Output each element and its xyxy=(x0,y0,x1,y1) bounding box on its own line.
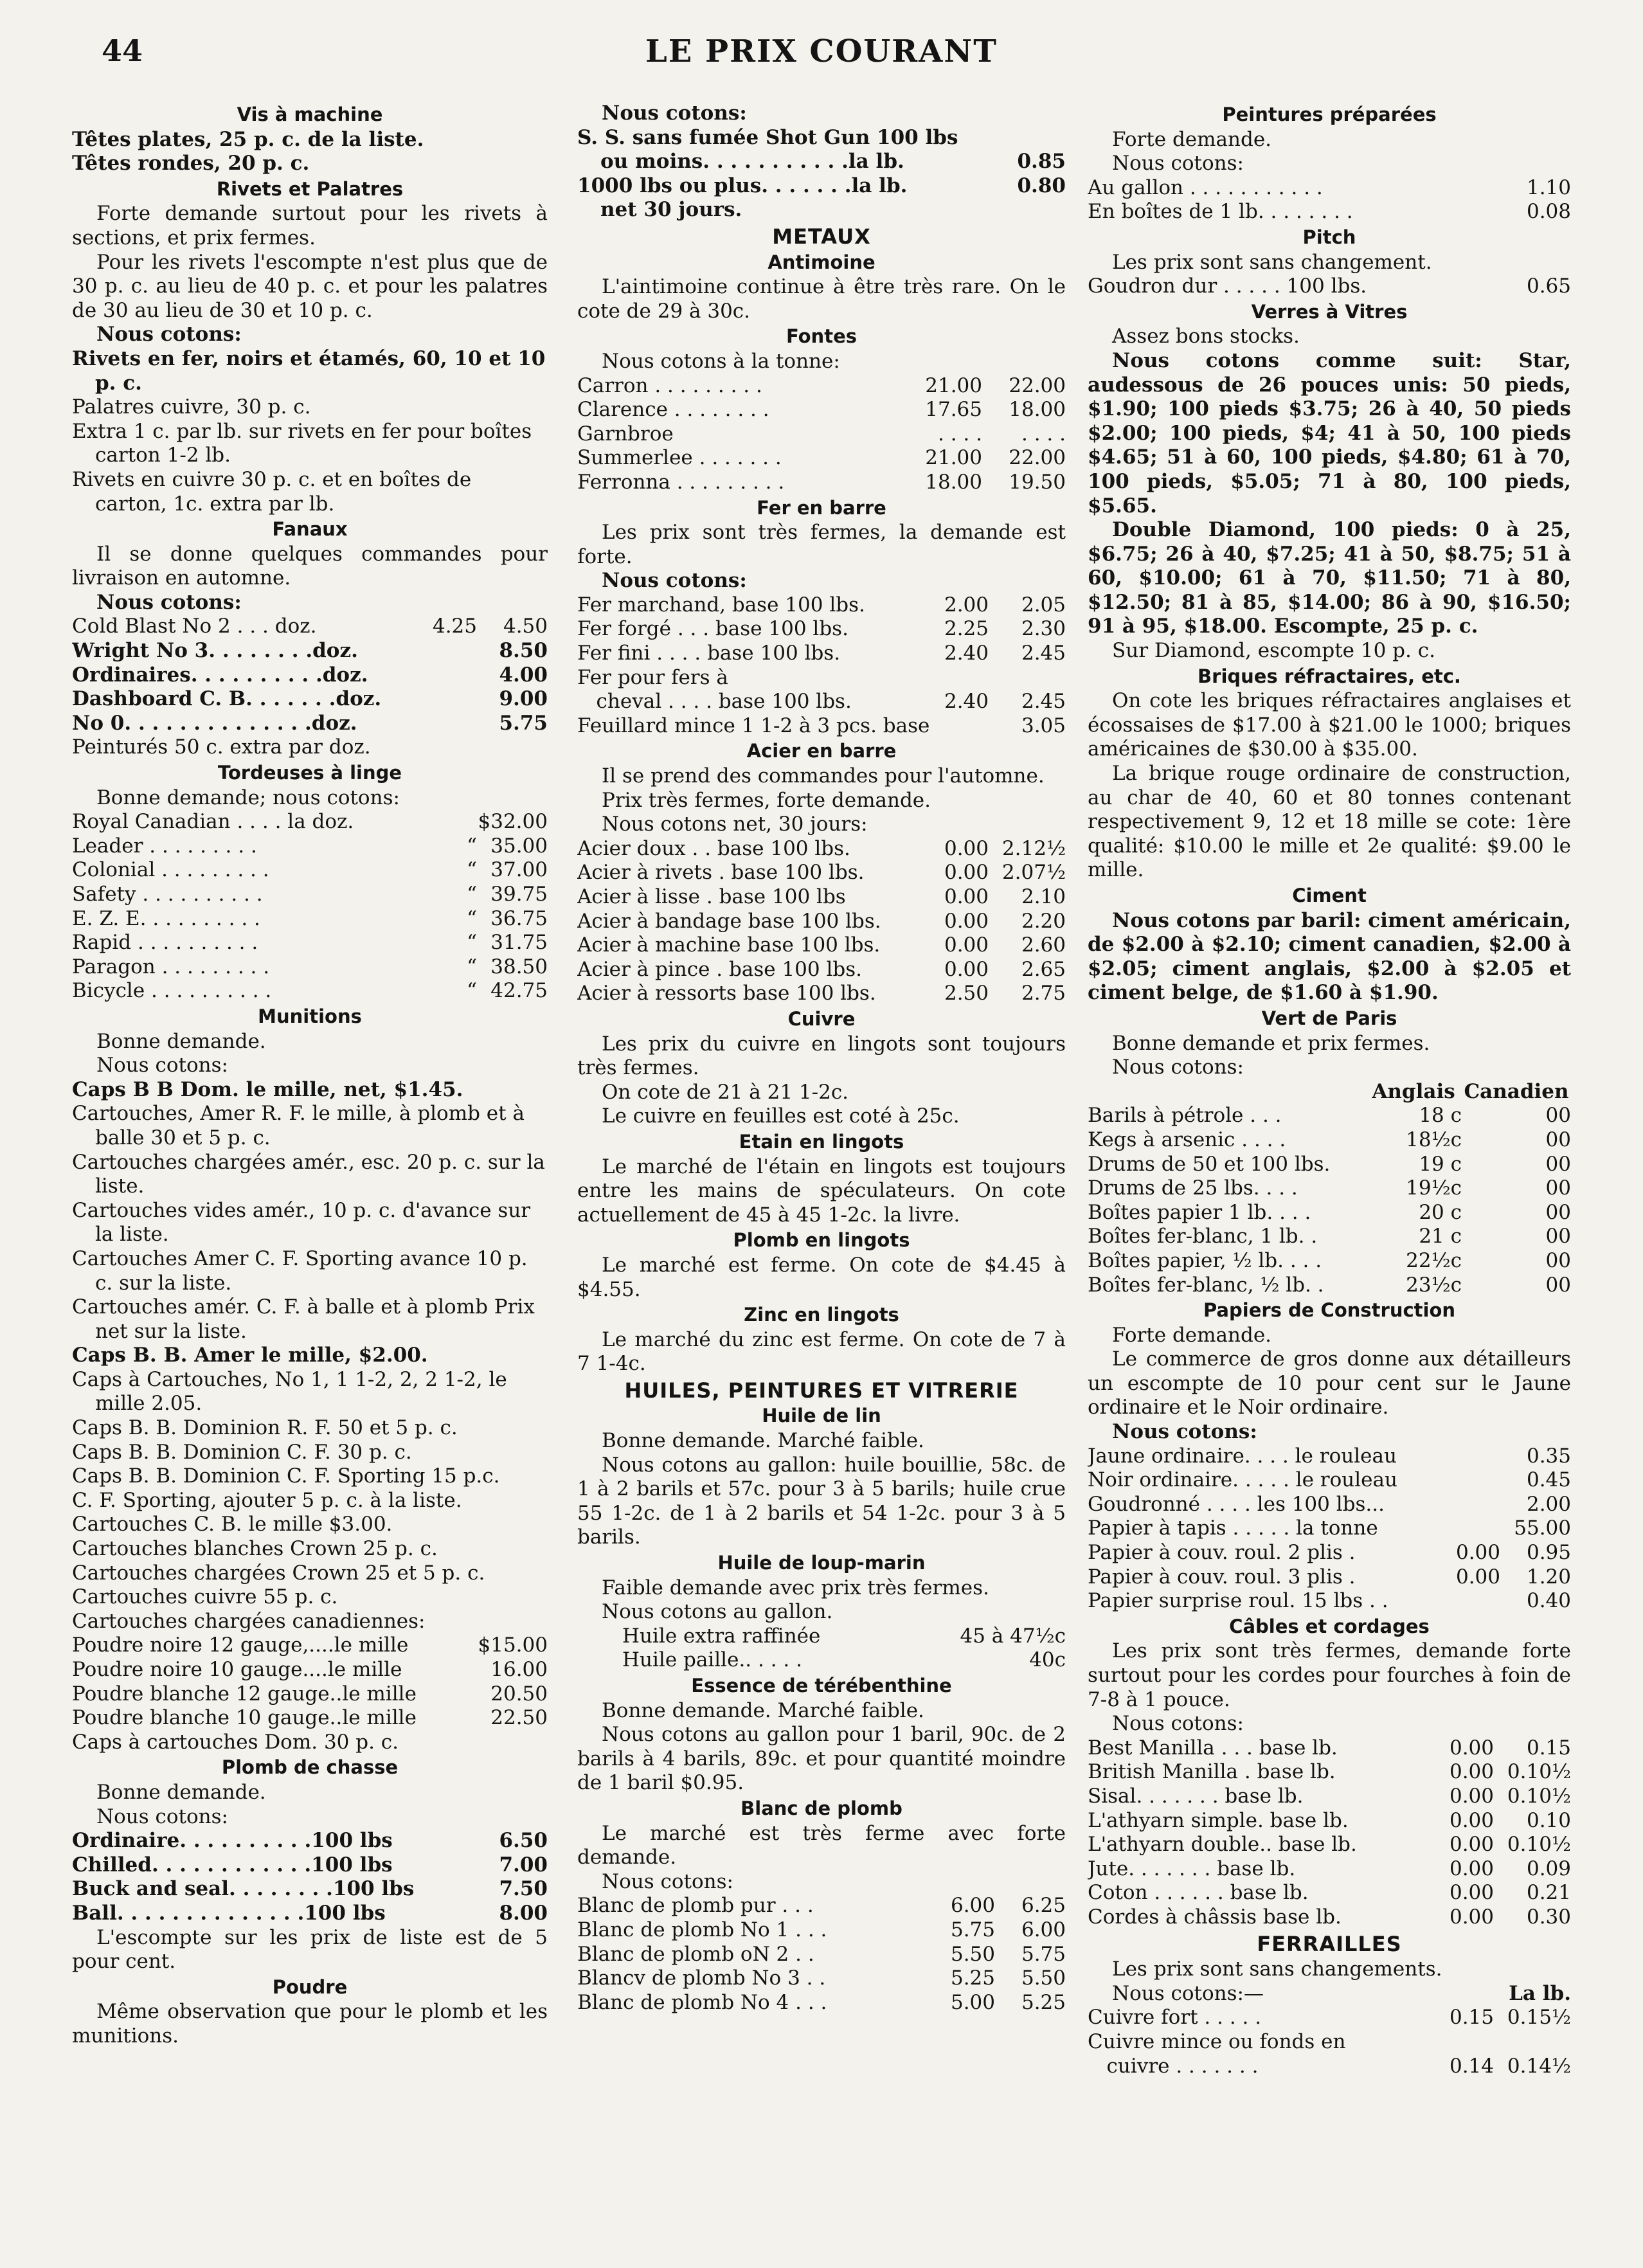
section-title: Plomb de chasse xyxy=(221,1756,399,1779)
section-title: FERRAILLES xyxy=(1257,1931,1402,1956)
price-row: L'athyarn simple. base lb. 0.00 0.10 xyxy=(1088,1808,1571,1832)
price-row: Boîtes fer-blanc, 1 lb. . 21 c 00 xyxy=(1088,1225,1571,1248)
price-row: Ordinaire. . . . . . . . . .100 lbs 6.50 xyxy=(72,1829,548,1853)
price-row: Goudronné . . . . les 100 lbs... 2.00 xyxy=(1088,1492,1571,1516)
list-item: Palatres cuivre, 30 p. c. xyxy=(72,395,311,419)
price-row: Acier à lisse . base 100 lbs 0.00 2.10 xyxy=(577,885,1066,908)
paragraph: Nous cotons par baril: ciment américain, de $2.00 à $2.10; ciment canadien, $2.00 à $2.05; ciment anglais, $2.00 à $2.05 et ciment belge, de $1.60 à $1.90. xyxy=(1088,908,1571,1005)
price-row: Bicycle . . . . . . . . . . “ 42.75 xyxy=(72,979,548,1003)
price-row: Feuillard mince 1 1-2 à 3 pcs. base 3.05 xyxy=(577,714,1066,737)
price-row: Blanc de plomb No 4 . . . 5.00 5.25 xyxy=(577,1990,1066,2014)
price-row: ou moins. . . . . . . . . . .la lb. 0.85 xyxy=(600,150,1066,174)
price-row: L'athyarn double.. base lb. 0.00 0.10½ xyxy=(1088,1833,1571,1857)
price-row: Kegs à arsenic . . . . 18½c 00 xyxy=(1088,1128,1571,1151)
price-row: Ordinaires. . . . . . . . . .doz. 4.00 xyxy=(72,663,548,687)
nous-cotons: Nous cotons: xyxy=(1112,1712,1244,1736)
price-row: 1000 lbs ou plus. . . . . . .la lb. 0.80 xyxy=(577,174,1066,197)
nous-cotons: Nous cotons: xyxy=(1112,1056,1244,1079)
price-row: Summerlee . . . . . . . 21.00 22.00 xyxy=(577,446,1066,470)
price-row: Papier à couv. roul. 2 plis . 0.00 0.95 xyxy=(1088,1541,1571,1565)
paragraph: Le marché est très ferme avec forte demande. xyxy=(577,1821,1066,1869)
list-item: C. F. Sporting, ajouter 5 p. c. à la liste. xyxy=(72,1488,462,1512)
paragraph: Les prix sont très fermes, la demande est forte. xyxy=(577,521,1066,568)
paragraph: Forte demande. xyxy=(1112,1323,1272,1347)
paragraph: Double Diamond, 100 pieds: 0 à 25, $6.75; 26 à 40, $7.25; 41 à 50, $8.75; 51 à 60, $10.00; 61 à 70, $11.50; 71 à 80, $12.50; 81 à 85, $14.00; 86 à 90, $16.50; 91 à 95, $18.00. Escompte, 25 p. c. xyxy=(1088,518,1571,638)
paragraph: Même observation que pour le plomb et les munitions. xyxy=(72,2000,548,2048)
section-title: Briques réfractaires, etc. xyxy=(1198,665,1461,687)
nous-cotons: Nous cotons: xyxy=(96,590,242,614)
price-row: Barils à pétrole . . . 18 c 00 xyxy=(1088,1104,1571,1128)
price-row: Poudre noire 12 gauge,....le mille $15.00 xyxy=(72,1634,548,1657)
nous-cotons: Nous cotons: xyxy=(1112,152,1244,176)
price-row: Blancv de plomb No 3 . . 5.25 5.50 xyxy=(577,1967,1066,1990)
price-row: Coton . . . . . . base lb. 0.00 0.21 xyxy=(1088,1881,1571,1905)
nous-cotons: Nous cotons: xyxy=(602,1869,733,1893)
paragraph: Nous cotons au gallon: huile bouillie, 58c. de 1 à 2 barils et 57c. pour 3 à 5 barils; huile crue 55 1-2c. de 1 à 2 barils et 54 1-2c. pour 3 à 5 barils. xyxy=(577,1453,1066,1549)
paragraph: Il se prend des commandes pour l'automne. xyxy=(602,764,1045,788)
page-number: 44 xyxy=(102,33,143,68)
paragraph: Le commerce de gros donne aux détailleurs un escompte de 10 pour cent sur le Jaune ordinaire et le Noir ordinaire. xyxy=(1088,1347,1571,1419)
section-title: Peintures préparées xyxy=(1222,104,1437,125)
paragraph: Les prix du cuivre en lingots sont toujours très fermes. xyxy=(577,1032,1066,1080)
price-row: Cuivre fort . . . . . 0.15 0.15½ xyxy=(1088,2006,1571,2030)
section-title: Acier en barre xyxy=(746,740,897,762)
price-row: Acier à machine base 100 lbs. 0.00 2.60 xyxy=(577,933,1066,957)
price-row: Ball. . . . . . . . . . . . . .100 lbs 8.00 xyxy=(72,1901,548,1925)
section-title: Essence de térébenthine xyxy=(691,1675,952,1697)
paragraph: Assez bons stocks. xyxy=(1112,325,1300,348)
price-row: Garnbroe . . . . . . . . xyxy=(577,422,1066,446)
price-row: En boîtes de 1 lb. . . . . . . . 0.08 xyxy=(1088,200,1571,224)
price-row: Ferronna . . . . . . . . . 18.00 19.50 xyxy=(577,470,1066,494)
section-title: Rivets et Palatres xyxy=(216,177,404,200)
section-title: Vert de Paris xyxy=(1261,1007,1397,1029)
price-row: Buck and seal. . . . . . . .100 lbs 7.50 xyxy=(72,1877,548,1901)
price-row: Boîtes fer-blanc, ½ lb. . 23½c 00 xyxy=(1088,1273,1571,1297)
section-title: Antimoine xyxy=(768,251,875,273)
nous-cotons: Nous cotons net, 30 jours: xyxy=(602,813,868,836)
list-item: Rivets en cuivre 30 p. c. et en boîtes de carton, 1c. extra par lb. xyxy=(72,467,472,516)
section-title: Papiers de Construction xyxy=(1203,1299,1456,1322)
paragraph: L'aintimoine continue à être très rare. On le cote de 29 à 30c. xyxy=(577,275,1066,323)
price-row: E. Z. E. . . . . . . . . . “ 36.75 xyxy=(72,906,548,930)
text-line: Têtes rondes, 20 p. c. xyxy=(72,152,310,176)
price-row: Rapid . . . . . . . . . . “ 31.75 xyxy=(72,931,548,955)
paragraph: Faible demande avec prix très fermes. xyxy=(602,1576,989,1599)
price-row: Acier à bandage base 100 lbs. 0.00 2.20 xyxy=(577,909,1066,933)
section-title: Etain en lingots xyxy=(739,1130,904,1153)
list-item: Cartouches chargées amér., esc. 20 p. c. sur la liste. xyxy=(72,1150,545,1198)
price-row: Safety . . . . . . . . . . “ 39.75 xyxy=(72,883,548,906)
price-row: Cuivre mince ou fonds en xyxy=(1088,2030,1346,2053)
price-row: Blanc de plomb No 1 . . . 5.75 6.00 xyxy=(577,1918,1066,1941)
paragraph: Les prix sont sans changements. xyxy=(1112,1958,1442,1981)
paragraph: On cote les briques réfractaires anglaises et écossaises de $17.00 à $21.00 le 1000; briques américaines de $30.00 à $35.00. xyxy=(1088,689,1571,761)
paragraph: Bonne demande. xyxy=(96,1780,266,1804)
paragraph: L'escompte sur les prix de liste est de 5 pour cent. xyxy=(72,1925,548,1974)
paragraph: Bonne demande. Marché faible. xyxy=(602,1698,924,1722)
section-title: Fontes xyxy=(786,325,857,348)
price-row: Fer pour fers à xyxy=(577,665,728,689)
paragraph: Bonne demande. Marché faible. xyxy=(602,1429,924,1453)
section-title: Tordeuses à linge xyxy=(217,762,402,784)
price-row: Leader . . . . . . . . . “ 35.00 xyxy=(72,834,548,858)
paragraph: Le marché de l'étain en lingots est toujours entre les mains de spéculateurs. On cote actuellement de 45 à 45 1-2c. la livre. xyxy=(577,1155,1066,1227)
list-item: Cartouches blanches Crown 25 p. c. xyxy=(72,1537,438,1561)
table-header: Anglais Canadien xyxy=(1372,1079,1569,1103)
price-row: Sisal. . . . . . . base lb. 0.00 0.10½ xyxy=(1088,1784,1571,1808)
section-title: Plomb en lingots xyxy=(733,1229,910,1252)
paragraph: Les prix sont sans changement. xyxy=(1112,250,1432,274)
list-item: Cartouches amér. C. F. à balle et à plomb Prix net sur la liste. xyxy=(72,1295,535,1343)
list-item: Cartouches C. B. le mille $3.00. xyxy=(72,1513,393,1536)
section-title: Ciment xyxy=(1292,885,1367,906)
price-row: Papier à tapis . . . . . la tonne 55.00 xyxy=(1088,1516,1571,1540)
column-3 xyxy=(1088,102,1571,2078)
text-line: net 30 jours. xyxy=(600,198,742,222)
price-row: Boîtes papier 1 lb. . . . 20 c 00 xyxy=(1088,1200,1571,1224)
price-row: Cold Blast No 2 . . . doz. 4.25 4.50 xyxy=(72,615,548,638)
paragraph: Prix très fermes, forte demande. xyxy=(602,788,931,812)
nous-cotons: Nous cotons: xyxy=(96,1054,228,1077)
price-row: Blanc de plomb pur . . . 6.00 6.25 xyxy=(577,1894,1066,1918)
price-row: Blanc de plomb oN 2 . . 5.50 5.75 xyxy=(577,1942,1066,1966)
price-row: British Manilla . base lb. 0.00 0.10½ xyxy=(1088,1760,1571,1784)
list-item: Caps B. B. Dominion R. F. 50 et 5 p. c. xyxy=(72,1416,458,1440)
text-line: Têtes plates, 25 p. c. de la liste. xyxy=(72,127,424,151)
paragraph: Nous cotons comme suit: Star, audessous de 26 pouces unis: 50 pieds, $1.90; 100 pieds $3.75; 26 à 40, 50 pieds $2.00; 100 pieds, $4; 41 à 50, 100 pieds $4.65; 51 à 60, 100 pieds, $4.80; 61 à 70, 100 pieds, $5.05; 71 à 80, 100 pieds, $5.65. xyxy=(1088,348,1571,518)
paragraph: Le marché du zinc est ferme. On cote de 7 à 7 1-4c. xyxy=(577,1328,1066,1376)
price-row: Wright No 3. . . . . . . .doz. 8.50 xyxy=(72,639,548,663)
price-row: Acier à ressorts base 100 lbs. 2.50 2.75 xyxy=(577,982,1066,1005)
price-row: Royal Canadian . . . . la doz. $32.00 xyxy=(72,810,548,834)
paragraph: Pour les rivets l'escompte n'est plus que de 30 p. c. au lieu de 40 p. c. et pour les palatres de 30 au lieu de 30 et 10 p. c. xyxy=(72,250,548,322)
price-row: Drums de 25 lbs. . . . 19½c 00 xyxy=(1088,1176,1571,1200)
paragraph: Il se donne quelques commandes pour livraison en automne. xyxy=(72,542,548,590)
page-title: LE PRIX COURANT xyxy=(645,33,998,69)
column-1 xyxy=(72,102,548,2049)
column-2 xyxy=(577,102,1066,2015)
price-row: Poudre noire 10 gauge....le mille 16.00 xyxy=(72,1658,548,1681)
list-item: Cartouches chargées Crown 25 et 5 p. c. xyxy=(72,1561,485,1585)
table-header: Nous cotons:— La lb. xyxy=(1112,1981,1571,2005)
price-row: Drums de 50 et 100 lbs. 19 c 00 xyxy=(1088,1152,1571,1176)
section-title: Munitions xyxy=(258,1005,362,1027)
price-row: Jaune ordinaire. . . . le rouleau 0.35 xyxy=(1088,1444,1571,1468)
text-line: Caps à cartouches Dom. 30 p. c. xyxy=(72,1730,399,1754)
paragraph: Les prix sont très fermes, demande forte surtout pour les cordes pour fourches à foin de 7-8 à 1 pouce. xyxy=(1088,1639,1571,1711)
section-title: HUILES, PEINTURES ET VITRERIE xyxy=(624,1378,1019,1403)
price-row: Noir ordinaire. . . . . le rouleau 0.45 xyxy=(1088,1468,1571,1492)
list-item: Caps B. B. Amer le mille, $2.00. xyxy=(72,1344,428,1367)
price-row: Poudre blanche 12 gauge..le mille 20.50 xyxy=(72,1682,548,1706)
paragraph: Bonne demande. xyxy=(96,1029,266,1053)
price-row: Papier surprise roul. 15 lbs . . 0.40 xyxy=(1088,1589,1571,1613)
section-title: METAUX xyxy=(772,224,871,249)
price-row: Goudron dur . . . . . 100 lbs. 0.65 xyxy=(1088,274,1571,298)
price-row: Colonial . . . . . . . . . “ 37.00 xyxy=(72,858,548,882)
list-item: Caps à Cartouches, No 1, 1 1-2, 2, 2 1-2, le mille 2.05. xyxy=(72,1367,507,1416)
paragraph: Nous cotons à la tonne: xyxy=(602,349,840,373)
paragraph: Forte demande. xyxy=(1112,127,1272,151)
paragraph: Forte demande surtout pour les rivets à sections, et prix fermes. xyxy=(72,202,548,249)
section-title: Fer en barre xyxy=(757,496,886,519)
paragraph: Bonne demande et prix fermes. xyxy=(1112,1031,1430,1055)
price-row: Au gallon . . . . . . . . . . . 1.10 xyxy=(1088,176,1571,199)
nous-cotons: Nous cotons: xyxy=(96,323,242,346)
section-title: Verres à Vitres xyxy=(1251,300,1408,323)
paragraph: La brique rouge ordinaire de construction, au char de 40, 60 et 80 tonnes contenant respectivement 9, 12 et 18 mille se cote: 1ère qualité: $10.00 le mille et 2e qualité: $9.00 le mille. xyxy=(1088,762,1571,882)
nous-cotons: Nous cotons: xyxy=(1112,1420,1257,1444)
list-item: Cartouches, Amer R. F. le mille, à plomb et à balle 30 et 5 p. c. xyxy=(72,1102,525,1149)
paragraph: Bonne demande; nous cotons: xyxy=(96,786,400,809)
paragraph: On cote de 21 à 21 1-2c. xyxy=(602,1080,849,1104)
price-row: Poudre blanche 10 gauge..le mille 22.50 xyxy=(72,1706,548,1730)
price-row: Chilled. . . . . . . . . . . .100 lbs 7.00 xyxy=(72,1853,548,1877)
price-row: Fer fini . . . . base 100 lbs. 2.40 2.45 xyxy=(577,642,1066,665)
price-row: Fer marchand, base 100 lbs. 2.00 2.05 xyxy=(577,593,1066,616)
price-row: Paragon . . . . . . . . . “ 38.50 xyxy=(72,955,548,978)
price-row: Fer forgé . . . base 100 lbs. 2.25 2.30 xyxy=(577,617,1066,641)
paragraph: Nous cotons au gallon pour 1 baril, 90c. de 2 barils à 4 barils, 89c. et pour quantité moindre de 1 baril $0.95. xyxy=(577,1723,1066,1795)
price-row: Boîtes papier, ½ lb. . . . 22½c 00 xyxy=(1088,1248,1571,1272)
price-row: Acier à rivets . base 100 lbs. 0.00 2.07½ xyxy=(577,861,1066,885)
list-item: Cartouches vides amér., 10 p. c. d'avance sur la liste. xyxy=(72,1198,531,1246)
list-item: Caps B. B. Dominion C. F. Sporting 15 p.c. xyxy=(72,1464,500,1488)
price-row: cuivre . . . . . . . 0.14 0.14½ xyxy=(1088,2054,1571,2078)
list-item: Caps B B Dom. le mille, net, $1.45. xyxy=(72,1077,463,1101)
list-item: Cartouches chargées canadiennes: xyxy=(72,1609,426,1633)
list-item: Rivets en fer, noirs et étamés, 60, 10 et 10 p. c. xyxy=(72,346,546,395)
price-row: Acier à pince . base 100 lbs. 0.00 2.65 xyxy=(577,957,1066,981)
price-row: Dashboard C. B. . . . . . .doz. 9.00 xyxy=(72,687,548,711)
paragraph: Nous cotons au gallon. xyxy=(602,1600,833,1624)
paragraph: Le cuivre en feuilles est coté à 25c. xyxy=(602,1104,960,1128)
section-title: Huile de lin xyxy=(762,1405,881,1427)
text-line: S. S. sans fumée Shot Gun 100 lbs xyxy=(577,125,958,149)
nous-cotons: Nous cotons: xyxy=(602,102,747,125)
list-item: Cartouches cuivre 55 p. c. xyxy=(72,1585,338,1609)
price-row: Best Manilla . . . base lb. 0.00 0.15 xyxy=(1088,1736,1571,1760)
price-row: Jute. . . . . . . base lb. 0.00 0.09 xyxy=(1088,1857,1571,1880)
price-row: Acier doux . . base 100 lbs. 0.00 2.12½ xyxy=(577,836,1066,860)
nous-cotons: Nous cotons: xyxy=(602,569,747,593)
price-row: Huile paille.. . . . . 40c xyxy=(622,1648,1066,1672)
paragraph: Le marché est ferme. On cote de $4.45 à $4.55. xyxy=(577,1253,1066,1301)
price-row: No 0. . . . . . . . . . . . . .doz. 5.75 xyxy=(72,711,548,735)
section-title: Pitch xyxy=(1302,226,1356,248)
price-row: Huile extra raffinée 45 à 47½c xyxy=(622,1624,1066,1648)
section-title: Vis à machine xyxy=(237,104,383,125)
section-title: Zinc en lingots xyxy=(744,1304,899,1326)
section-title: Câbles et cordages xyxy=(1229,1615,1430,1637)
section-title: Cuivre xyxy=(787,1007,856,1030)
price-row: Papier à couv. roul. 3 plis . 0.00 1.20 xyxy=(1088,1565,1571,1589)
price-row: Clarence . . . . . . . . 17.65 18.00 xyxy=(577,398,1066,422)
price-row: cheval . . . . base 100 lbs. 2.40 2.45 xyxy=(577,690,1066,714)
section-title: Blanc de plomb xyxy=(741,1797,902,1819)
paragraph: Sur Diamond, escompte 10 p. c. xyxy=(1112,639,1435,663)
section-title: Fanaux xyxy=(272,518,348,541)
list-item: Extra 1 c. par lb. sur rivets en fer pour boîtes carton 1-2 lb. xyxy=(72,419,532,467)
price-row: Carron . . . . . . . . . 21.00 22.00 xyxy=(577,374,1066,397)
section-title: Poudre xyxy=(272,1976,348,1998)
nous-cotons: Nous cotons: xyxy=(96,1805,228,1828)
section-title: Huile de loup-marin xyxy=(717,1552,926,1574)
text-line: Peinturés 50 c. extra par doz. xyxy=(72,735,371,759)
list-item: Caps B. B. Dominion C. F. 30 p. c. xyxy=(72,1440,412,1464)
list-item: Cartouches Amer C. F. Sporting avance 10 p. c. sur la liste. xyxy=(72,1246,528,1295)
price-row: Cordes à châssis base lb. 0.00 0.30 xyxy=(1088,1905,1571,1929)
